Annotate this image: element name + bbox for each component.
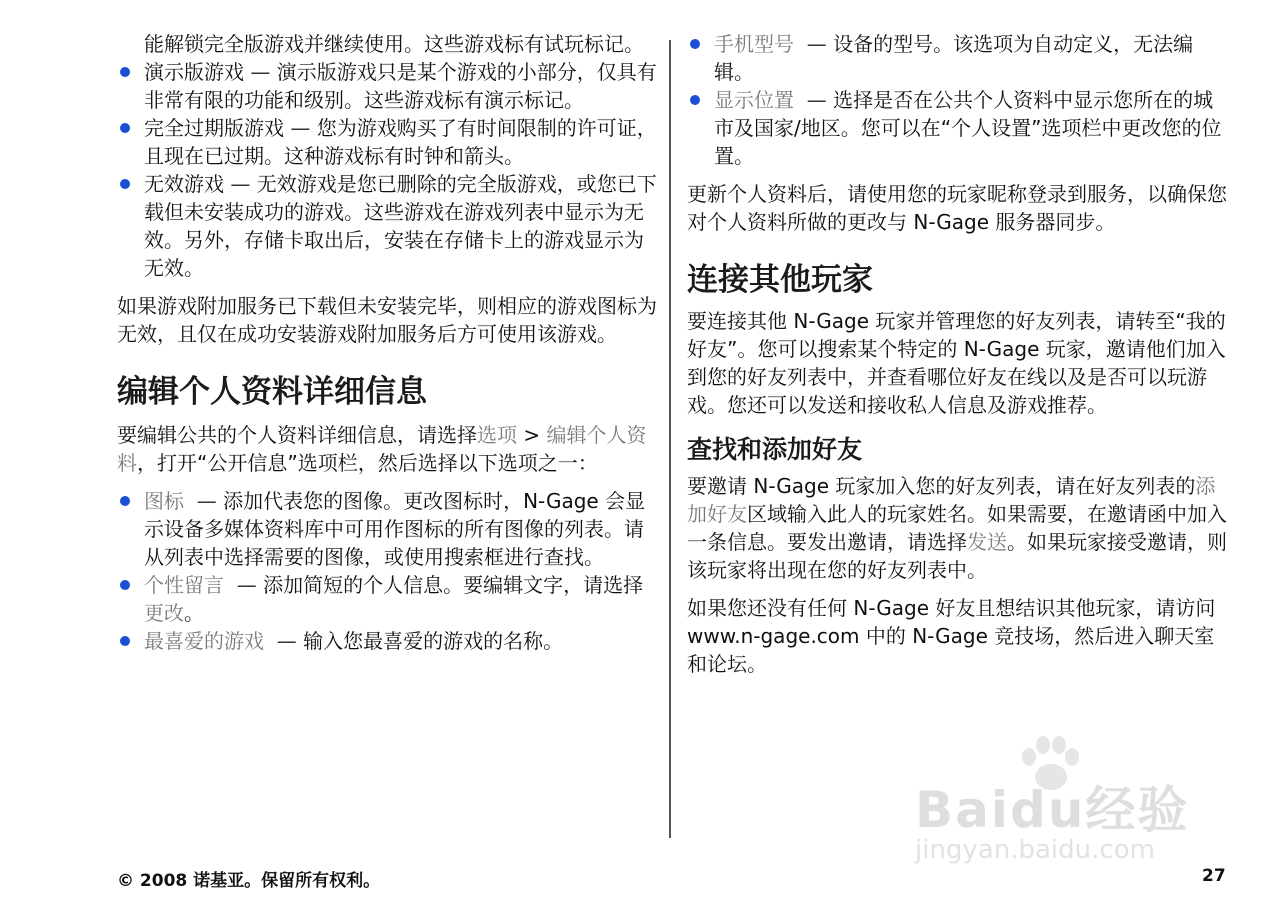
heading-find-friends: 查找和添加好友 <box>687 435 863 464</box>
heading-connect-players: 连接其他玩家 <box>687 262 873 298</box>
term-description: 您为游戏购买了有时间限制的许可证，且现在已过期。这种游戏标有时钟和箭头。 <box>144 116 657 168</box>
list-item <box>117 627 657 655</box>
term-description: 选择是否在公共个人资料中显示您所在的城市及国家/地区。您可以在“个人设置”选项栏中更改您的位置。 <box>714 88 1222 168</box>
column-divider <box>669 40 671 838</box>
term-description: 添加代表您的图像。更改图标时，N-Gage 会显示设备多媒体资料库中可用作图标的所有图像的列表。请从列表中选择需要的图像，或使用搜索框进行查找。 <box>144 489 646 569</box>
list-item <box>117 114 657 170</box>
list-item <box>117 571 657 627</box>
text: 要邀请 N-Gage 玩家加入您的好友列表，请在好友列表的 <box>687 474 1196 498</box>
dash: — <box>236 573 257 597</box>
text: ，打开“公开信息”选项栏，然后选择以下选项之一： <box>137 451 598 475</box>
baidu-watermark <box>905 735 1205 875</box>
list-item <box>117 58 657 114</box>
term-expired-game: 完全过期版游戏 <box>144 116 284 140</box>
game-status-list <box>117 30 657 282</box>
profile-options-list-cont <box>687 30 1232 170</box>
dash: — <box>806 32 827 56</box>
option-change: 更改 <box>144 601 184 625</box>
term-description: 输入您最喜爱的游戏的名称。 <box>303 629 564 653</box>
text: 。如果玩家接受邀请，则该玩家将出现在您的好友列表中。 <box>687 530 1227 582</box>
list-item <box>117 30 657 58</box>
intro-continuation: 能解锁完全版游戏并继续使用。这些游戏标有试玩标记。 <box>144 32 644 56</box>
page-number: 27 <box>1202 866 1226 886</box>
menu-option-edit-profile: 编辑个人资料 <box>117 423 647 475</box>
paragraph-find-friends <box>687 472 1232 584</box>
right-column <box>687 30 1232 678</box>
term-description: 设备的型号。该选项为自动定义，无法编辑。 <box>714 32 1194 84</box>
watermark-url: jingyan.baidu.com <box>915 835 1155 865</box>
list-item <box>687 30 1232 86</box>
dash: — <box>196 489 217 513</box>
term-phone-model: 手机型号 <box>714 32 794 56</box>
dash: — <box>806 88 827 112</box>
text: 要编辑公共的个人资料详细信息，请选择 <box>117 423 477 447</box>
text: 区域输入此人的玩家姓名。如果需要，在邀请函中加入一条信息。要发出邀请，请选择 <box>687 502 1227 554</box>
watermark-logo: Baidu经验 <box>915 781 1190 839</box>
paragraph-edit-profile <box>117 421 657 477</box>
profile-options-list <box>117 487 657 655</box>
paragraph-arena: 如果您还没有任何 N-Gage 好友且想结识其他玩家，请访问 www.n-gage.com 中的 N-Gage 竞技场，然后进入聊天室和论坛。 <box>687 596 1216 676</box>
dash: — <box>250 60 271 84</box>
menu-option-options: 选项 <box>477 423 517 447</box>
term-description: 演示版游戏只是某个游戏的小部分，仅具有非常有限的功能和级别。这些游戏标有演示标记。 <box>144 60 657 112</box>
dash: — <box>276 629 297 653</box>
term-personal-message: 个性留言 <box>144 573 224 597</box>
term-favorite-game: 最喜爱的游戏 <box>144 629 264 653</box>
option-send: 发送 <box>967 530 1007 554</box>
text: 。 <box>184 601 204 625</box>
left-column <box>117 30 657 655</box>
term-description: 添加简短的个人信息。要编辑文字，请选择 <box>263 573 644 597</box>
heading-edit-profile: 编辑个人资料详细信息 <box>117 374 427 410</box>
dash: — <box>290 116 311 140</box>
term-description: 无效游戏是您已删除的完全版游戏，或您已下载但未安装成功的游戏。这些游戏在游戏列表中显示为无效。另外，存储卡取出后，安装在存储卡上的游戏显示为无效。 <box>144 172 657 280</box>
option-add-friend: 添加好友 <box>687 474 1216 526</box>
term-demo-game: 演示版游戏 <box>144 60 244 84</box>
dash: — <box>230 172 251 196</box>
term-show-location: 显示位置 <box>714 88 794 112</box>
term-icon: 图标 <box>144 489 184 513</box>
paragraph-addon: 如果游戏附加服务已下载但未安装完毕，则相应的游戏图标为无效，且仅在成功安装游戏附加服务后方可使用该游戏。 <box>117 294 657 346</box>
menu-separator: > <box>517 423 547 447</box>
term-invalid-game: 无效游戏 <box>144 172 224 196</box>
list-item <box>117 170 657 282</box>
list-item <box>687 86 1232 170</box>
paragraph-connect-players: 要连接其他 N-Gage 玩家并管理您的好友列表，请转至“我的好友”。您可以搜索某个特定的 N-Gage 玩家，邀请他们加入到您的好友列表中，并查看哪位好友在线以及是否可以玩游戏。您还可以发送和接收私人信息及游戏推荐。 <box>687 309 1226 417</box>
footer-copyright: © 2008 诺基亚。保留所有权利。 <box>117 871 381 891</box>
list-item <box>117 487 657 571</box>
paragraph-update-profile: 更新个人资料后，请使用您的玩家昵称登录到服务，以确保您对个人资料所做的更改与 N-Gage 服务器同步。 <box>687 182 1227 234</box>
